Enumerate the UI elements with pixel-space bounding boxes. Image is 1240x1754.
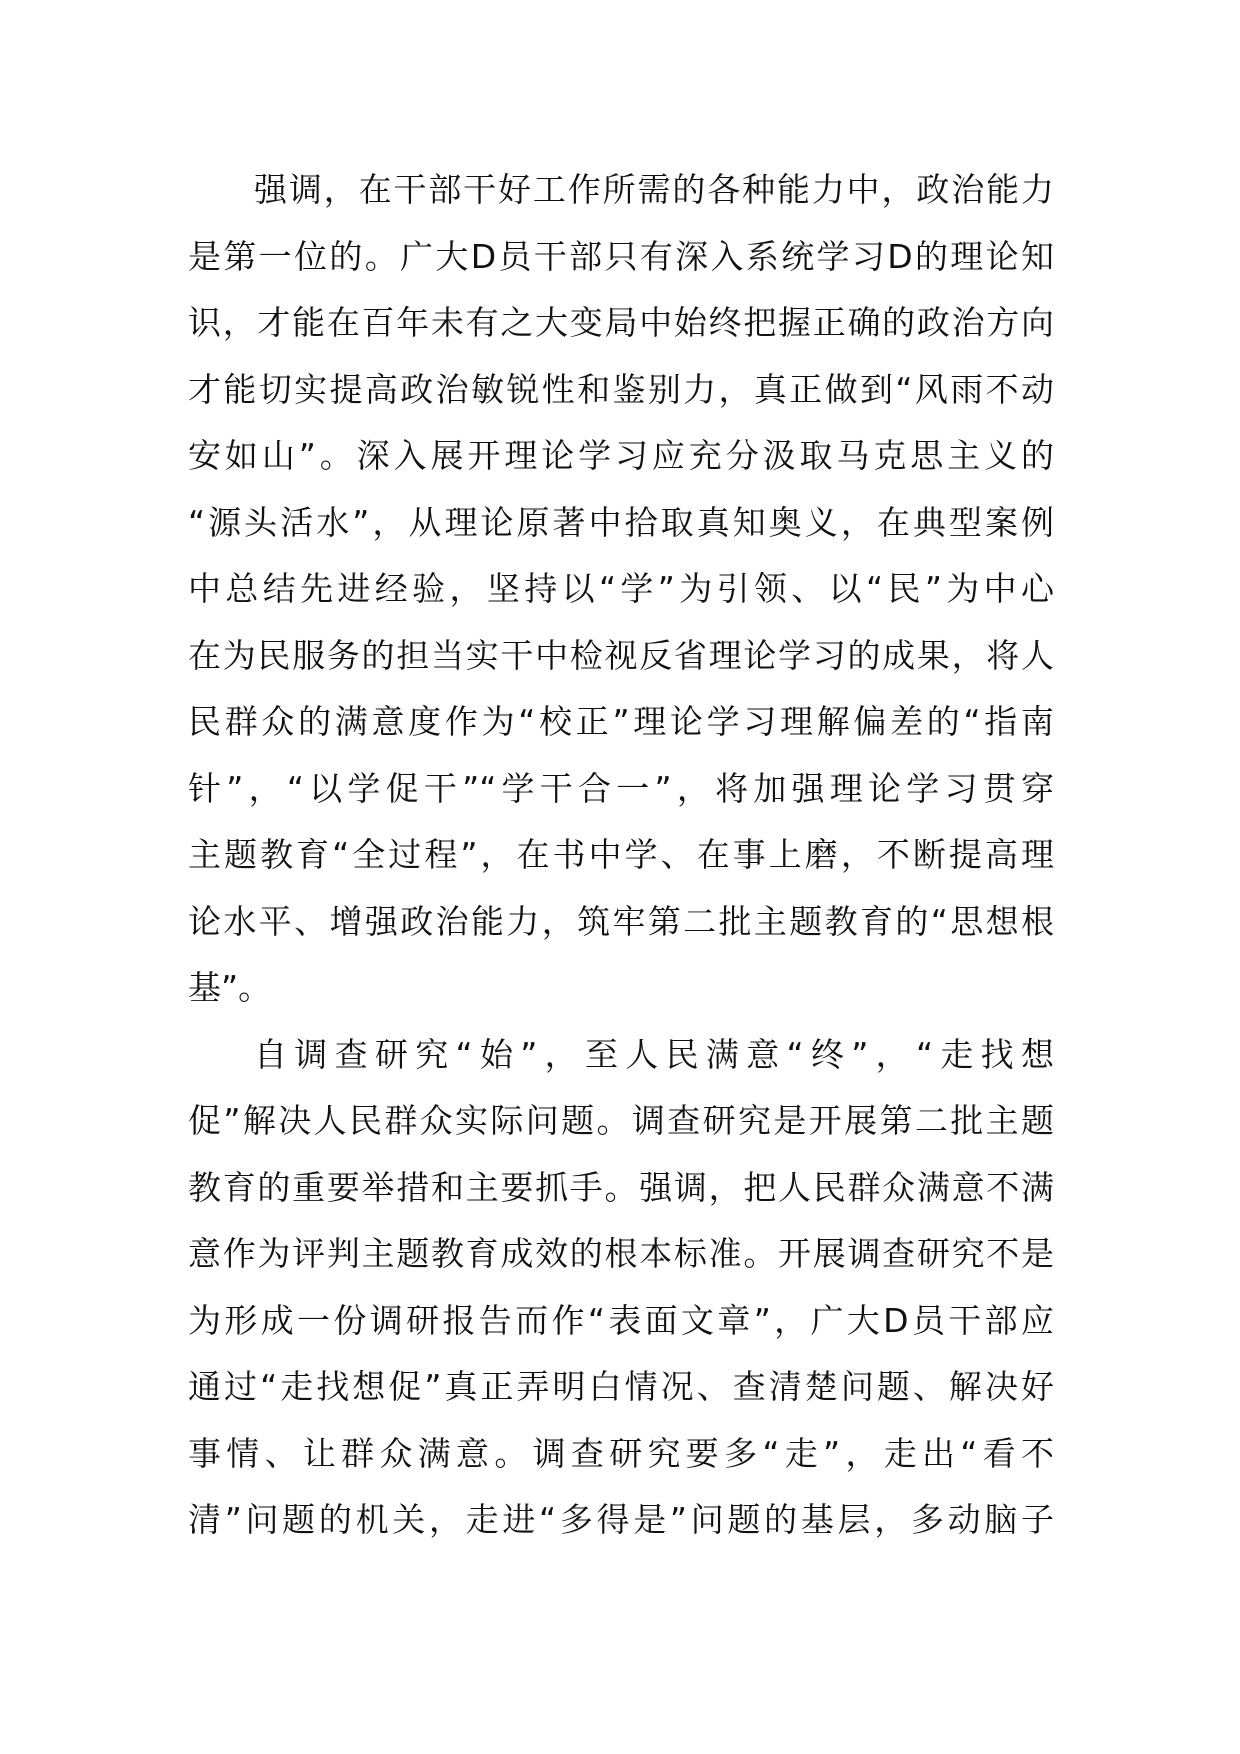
text-line: 主题教育“全过程”，在书中学、在事上磨，不断提高理 — [188, 835, 1054, 874]
paragraph-political-ability — [188, 157, 1054, 1022]
paragraph-investigation-research — [188, 1022, 1054, 1554]
text-line: 在为民服务的担当实干中检视反省理论学习的成果，将人 — [188, 635, 1054, 675]
text-line: 中总结先进经验，坚持以“学”为引领、以“民”为中心 — [188, 569, 1054, 608]
text-line: 通过“走找想促”真正弄明白情况、查清楚问题、解决好 — [188, 1367, 1054, 1406]
text-line: 为形成一份调研报告而作“表面文章”，广大D员干部应 — [188, 1300, 1054, 1340]
text-line: 识，才能在百年未有之大变局中始终把握正确的政治方向 — [188, 303, 1054, 342]
text-line: 促”解决人民群众实际问题。调查研究是开展第二批主题 — [188, 1101, 1054, 1140]
text-line: 意作为评判主题教育成效的根本标准。开展调查研究不是 — [188, 1234, 1054, 1273]
text-line: 自调查研究“始”，至人民满意“终”，“走找想 — [254, 1034, 1054, 1074]
text-line: 事情、让群众满意。调查研究要多“走”，走出“看不 — [188, 1433, 1054, 1473]
text-line: “源头活水”，从理论原著中拾取真知奥义，在典型案例 — [188, 502, 1054, 542]
text-line: 是第一位的。广大D员干部只有深入系统学习D的理论知 — [188, 236, 1054, 276]
body-text — [188, 157, 1054, 1554]
text-line: 安如山”。深入展开理论学习应充分汲取马克思主义的 — [188, 436, 1054, 475]
text-line: 才能切实提高政治敏锐性和鉴别力，真正做到“风雨不动 — [188, 369, 1054, 409]
text-line: 针”，“以学促干”“学干合一”，将加强理论学习贯穿 — [188, 768, 1054, 808]
text-line: 基”。 — [188, 968, 272, 1007]
text-line: 民群众的满意度作为“校正”理论学习理解偏差的“指南 — [188, 702, 1054, 741]
text-line: 强调，在干部干好工作所需的各种能力中，政治能力 — [254, 170, 1054, 209]
text-line: 清”问题的机关，走进“多得是”问题的基层，多动脑子 — [188, 1500, 1054, 1539]
text-line: 论水平、增强政治能力，筑牢第二批主题教育的“思想根 — [188, 901, 1054, 941]
text-line: 教育的重要举措和主要抓手。强调，把人民群众满意不满 — [188, 1167, 1054, 1207]
